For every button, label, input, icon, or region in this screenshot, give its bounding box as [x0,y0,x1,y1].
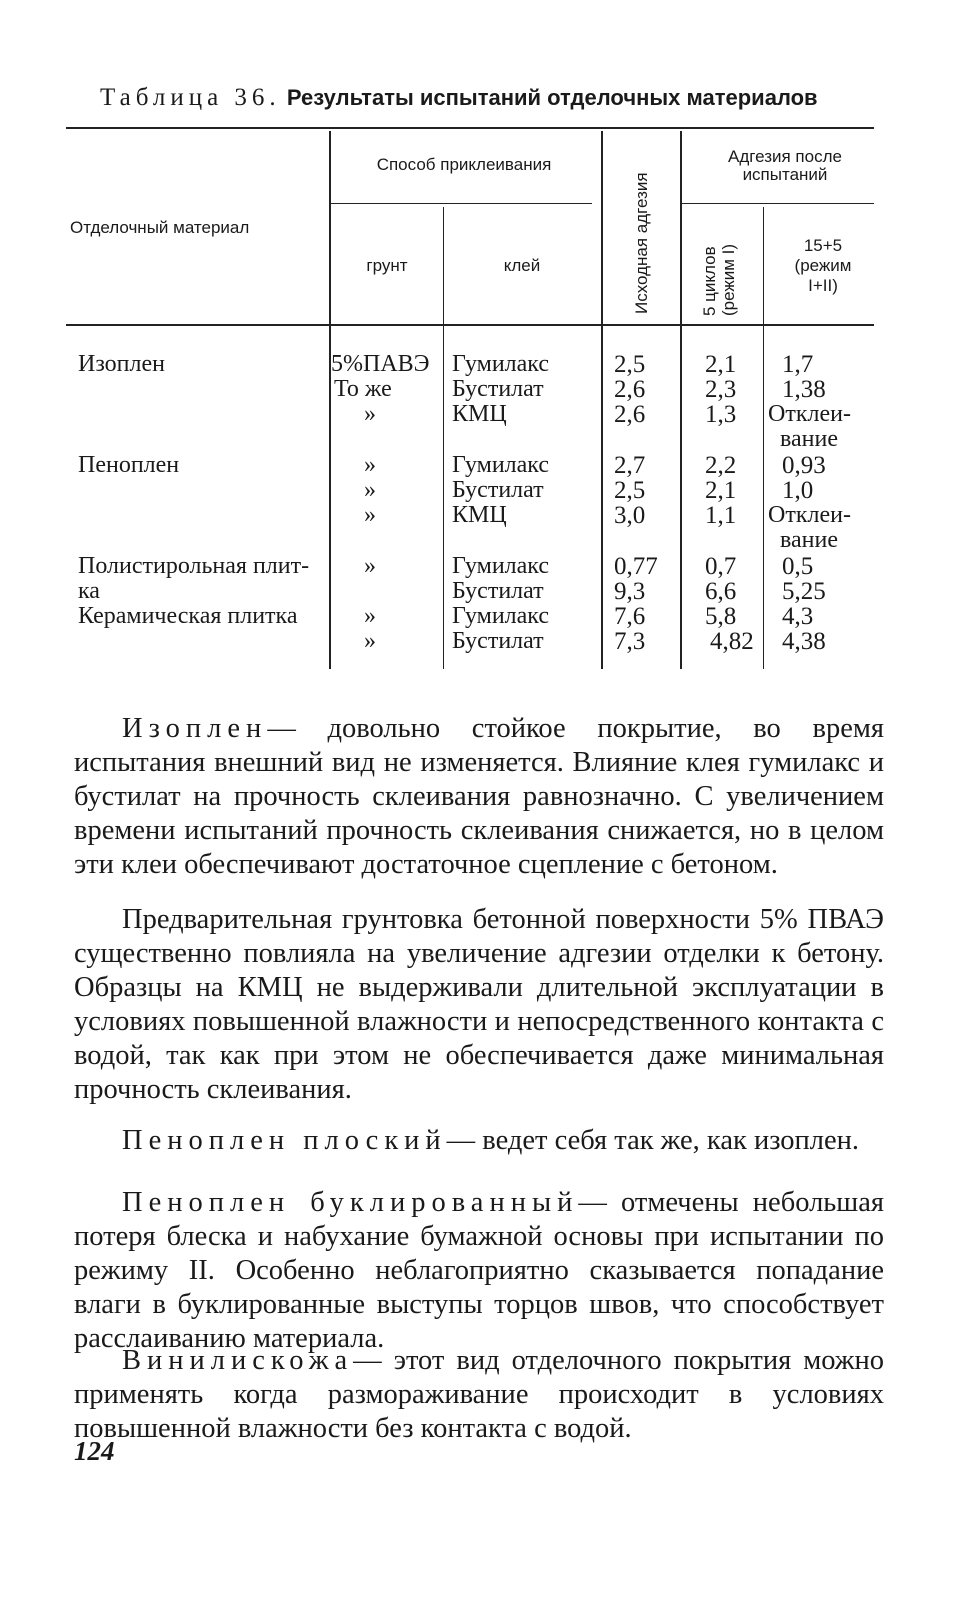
cell-c5: 1,1 [705,502,737,529]
cell-primer: » [364,628,376,654]
col-rule-5 [763,207,764,669]
cell-c15: 5,25 [782,578,826,605]
cell-glue: Гумилакс [452,351,550,377]
paragraph-text: — этот вид отделочного покрытия можно применять когда размораживание происходит в условиях повышенной влажности без контакта с водой. [74,1345,884,1444]
cell-initial: 2,7 [614,452,646,479]
cell-c15: 4,3 [782,603,814,630]
paragraph-izoplen [74,712,884,882]
header-method: Способ приклеивания [376,155,552,174]
cell-initial: 7,3 [614,628,646,655]
header-cycles5: 5 циклов (режим I) [700,243,738,316]
header-primer: грунт [366,256,408,275]
paragraph-text: — отмечены небольшая потеря блеска и набухание бумажной основы при испытании по режиму II. Особенно неблагоприятно сказывается попадание влаги в буклированные выступы торцов швов, что способствует расслаиванию материала. [74,1187,884,1354]
term-penoplen-flat: Пеноплен плоский [122,1125,447,1156]
cell-primer: То же [334,376,392,402]
header-after: Адгезия после испытаний [728,147,842,184]
cell-primer: » [364,502,376,528]
cell-c15: 0,93 [782,452,826,479]
cell-c15: 4,38 [782,628,826,655]
paragraph-penoplen-boucle [74,1186,884,1356]
cell-material: Полистирольная плит- [78,553,310,579]
caption-title: Результаты испытаний отделочных материалов [286,85,818,110]
cell-c5: 5,8 [705,603,737,630]
header-material: Отделочный материал [70,218,250,237]
term-vinyl: Винилискожа [122,1345,354,1376]
cell-glue: КМЦ [452,401,507,427]
term-izoplen: Изоплен [122,713,268,744]
cell-c15-cont: вание [780,527,839,553]
page-number: 124 [74,1436,115,1466]
cell-material: Керамическая плитка [78,603,298,629]
cell-c15: Отклеи- [768,502,851,528]
cell-initial: 7,6 [614,603,646,630]
term-penoplen-boucle: Пеноплен буклированный [122,1187,579,1218]
header-glue: клей [503,256,541,275]
table-caption [100,84,900,112]
cell-initial: 2,5 [614,477,646,504]
cell-initial: 9,3 [614,578,646,605]
cell-primer: » [364,603,376,629]
cell-c15-cont: вание [780,426,839,452]
cell-primer: » [364,401,376,427]
cell-glue: Бустилат [452,578,544,604]
cell-c5: 1,3 [705,401,737,428]
cell-c15: 1,38 [782,376,826,403]
paragraph-vinyl [74,1344,884,1446]
cell-primer: 5%ПАВЭ [331,351,430,377]
cell-c5: 4,82 [710,628,754,655]
cell-c15: 1,7 [782,351,814,378]
cell-glue: Бустилат [452,628,544,654]
header-bottom-rule [66,324,874,326]
cell-primer: » [364,477,376,503]
paragraph-penoplen-flat [74,1124,884,1158]
col-rule-2 [443,207,444,669]
cell-primer: » [364,553,376,579]
cell-glue: Гумилакс [452,603,550,629]
cell-c15: 0,5 [782,553,814,580]
header-cycles15: 15+5 (режим I+II) [794,236,852,295]
cell-material: Пеноплен [78,452,180,478]
cell-initial: 2,6 [614,376,646,403]
caption-lead: Таблица 36. [100,84,281,111]
col-rule-1 [329,131,331,669]
cell-primer: » [364,452,376,478]
cell-material: Изоплен [78,351,165,377]
col-rule-4 [680,131,682,669]
adhesion-sub-rule [682,203,874,204]
paragraph-text: — довольно стойкое покрытие, во время испытания внешний вид не изменяется. Влияние клея гумилакс и бустилат на прочность склеивания равнозначно. С увеличением времени испытаний прочность склеивания снижается, но в целом эти клеи обеспечивают достаточное сцепление с бетоном. [74,713,884,880]
cell-c5: 2,3 [705,376,737,403]
cell-initial: 0,77 [614,553,658,580]
cell-glue: Гумилакс [452,553,550,579]
cell-glue: Бустилат [452,376,544,402]
cell-glue: Бустилат [452,477,544,503]
cell-material: ка [78,578,100,604]
cell-c15: Отклеи- [768,401,851,427]
paragraph-text: — ведет себя так же, как изоплен. [446,1125,860,1156]
cell-glue: Гумилакс [452,452,550,478]
cell-c5: 2,2 [705,452,737,479]
paragraph-primer: Предварительная грунтовка бетонной поверхности 5% ПВАЭ существенно повлияла на увеличение адгезии отделки к бетону. Образцы на КМЦ не выдерживали длительной эксплуатации в условиях повышенной влажности и непосредственного контакта с водой, так как при этом не обеспечивается даже минимальная прочность склеивания. [74,904,884,1105]
cell-c5: 2,1 [705,351,737,378]
cell-initial: 2,5 [614,351,646,378]
cell-initial: 3,0 [614,502,646,529]
table-top-rule [66,127,874,129]
cell-glue: КМЦ [452,502,507,528]
cell-initial: 2,6 [614,401,646,428]
method-sub-rule [330,203,592,204]
cell-c5: 6,6 [705,578,737,605]
cell-c5: 2,1 [705,477,737,504]
col-rule-3 [601,131,603,669]
cell-c15: 1,0 [782,477,814,504]
header-initial: Исходная адгезия [632,172,651,314]
cell-c5: 0,7 [705,553,737,580]
